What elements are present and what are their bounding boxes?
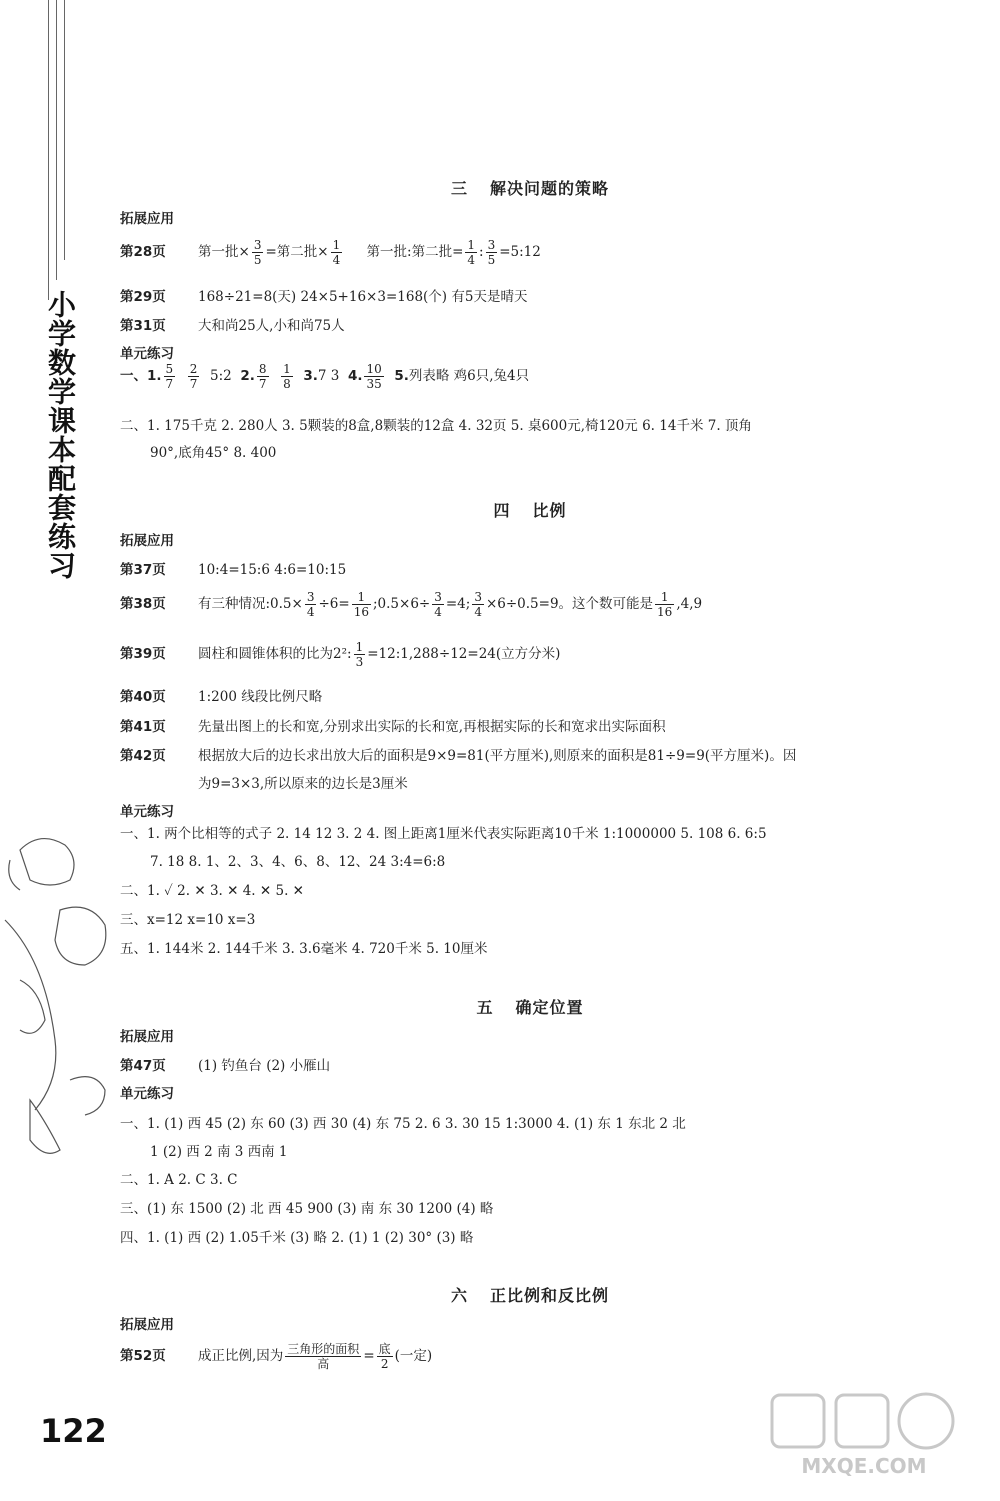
margin-line	[48, 0, 49, 300]
answer-line: 第40页 1:200 线段比例尺略	[120, 689, 323, 705]
spine-title: 小学数学课本配套练习	[44, 290, 77, 580]
answer-line: 第31页 大和尚25人,小和尚75人	[120, 318, 345, 334]
svg-text:MXQE.COM: MXQE.COM	[801, 1454, 927, 1478]
subsection-label: 单元练习	[120, 346, 174, 362]
answer-line: 第39页 圆柱和圆锥体积的比为2²: $\frac{1}{3}$ =12:1,288÷12=24(立方分米)	[120, 640, 561, 669]
answer-line: 第38页 有三种情况:0.5× $\frac{3}{4}$ ÷6= $\frac{1}{16}$ ;0.5×6÷ $\frac{3}{4}$ =4; $\frac{3}{4}$ ×6÷0.5=9。这个数可能是 $\frac{1}{16}$ ,4,9	[120, 590, 703, 619]
answer-line: 一、1. 两个比相等的式子 2. 14 12 3. 2 4. 图上距离1厘米代表实际距离10千米 1:1000000 5. 108 6. 6:5	[120, 826, 767, 842]
margin-line	[64, 0, 65, 260]
margin-sketch-illustration	[0, 820, 120, 1180]
answer-line: 第28页 第一批× $\frac{3}{5}$ =第二批× $\frac{1}{4}$ 第一批:第二批= $\frac{1}{4}$ : $\frac{3}{5}$ =5:12	[120, 238, 541, 267]
subsection-label: 拓展应用	[120, 211, 174, 227]
answer-line: 四、1. (1) 西 (2) 1.05千米 (3) 略 2. (1) 1 (2) 30° (3) 略	[120, 1230, 474, 1246]
answer-line: 五、1. 144米 2. 144千米 3. 3.6毫米 4. 720千米 5. 10厘米	[120, 941, 488, 957]
answer-line: 二、1. A 2. C 3. C	[120, 1172, 238, 1188]
answer-line: 第47页 (1) 钓鱼台 (2) 小雁山	[120, 1058, 331, 1074]
subsection-label: 单元练习	[120, 1086, 174, 1102]
subsection-label: 拓展应用	[120, 1029, 174, 1045]
answer-line: 第42页 根据放大后的边长求出放大后的面积是9×9=81(平方厘米),则原来的面积是81÷9=9(平方厘米)。因	[120, 748, 797, 764]
section-title: 六 正比例和反比例	[450, 1286, 610, 1305]
answer-line: 一、1. $\frac{5}{7}$ $\frac{2}{7}$ 5:2 2. $\frac{8}{7}$ $\frac{1}{8}$ 3.7 3 4. $\frac{10}{35}$ 5.列表略 鸡6只,兔4只	[120, 362, 530, 391]
answer-line: 90°,底角45° 8. 400	[150, 445, 277, 461]
answer-line: 1 (2) 西 2 南 3 西南 1	[150, 1144, 288, 1160]
answer-line: 第41页 先量出图上的长和宽,分别求出实际的长和宽,再根据实际的长和宽求出实际面积	[120, 719, 666, 735]
answer-line: 二、1. ✓ 2. ✕ 3. ✕ 4. ✕ 5. ✕	[120, 883, 304, 899]
section-title: 三 解决问题的策略	[450, 179, 610, 198]
answer-line: 三、x=12 x=10 x=3	[120, 912, 256, 928]
subsection-label: 拓展应用	[120, 533, 174, 549]
answer-line: 第52页 成正比例,因为 $\frac{\text{三角形的面积}}{\text{高}}$ = $\frac{\text{底}}{2}$ (一定)	[120, 1342, 433, 1371]
answer-line: 为9=3×3,所以原来的边长是3厘米	[198, 776, 408, 792]
answer-line: 一、1. (1) 西 45 (2) 东 60 (3) 西 30 (4) 东 75 2. 6 3. 30 15 1:3000 4. (1) 东 1 东北 2 北	[120, 1116, 686, 1132]
subsection-label: 单元练习	[120, 804, 174, 820]
answer-line: 第37页 10:4=15:6 4:6=10:15	[120, 562, 347, 578]
page-number: 122	[40, 1412, 107, 1450]
answer-line: 二、1. 175千克 2. 280人 3. 5颗装的8盒,8颗装的12盒 4. 32页 5. 桌600元,椅120元 6. 14千米 7. 顶角	[120, 418, 752, 434]
section-title: 四 比例	[493, 501, 567, 520]
answer-line: 第29页 168÷21=8(天) 24×5+16×3=168(个) 有5天是晴天	[120, 289, 528, 305]
answer-line: 三、(1) 东 1500 (2) 北 西 45 900 (3) 南 东 30 1200 (4) 略	[120, 1201, 494, 1217]
subsection-label: 拓展应用	[120, 1317, 174, 1333]
answer-line: 7. 18 8. 1、2、3、4、6、8、12、24 3:4=6:8	[150, 854, 446, 870]
section-title: 五 确定位置	[476, 998, 584, 1017]
margin-line	[56, 0, 57, 280]
watermark-logo	[764, 1389, 964, 1479]
